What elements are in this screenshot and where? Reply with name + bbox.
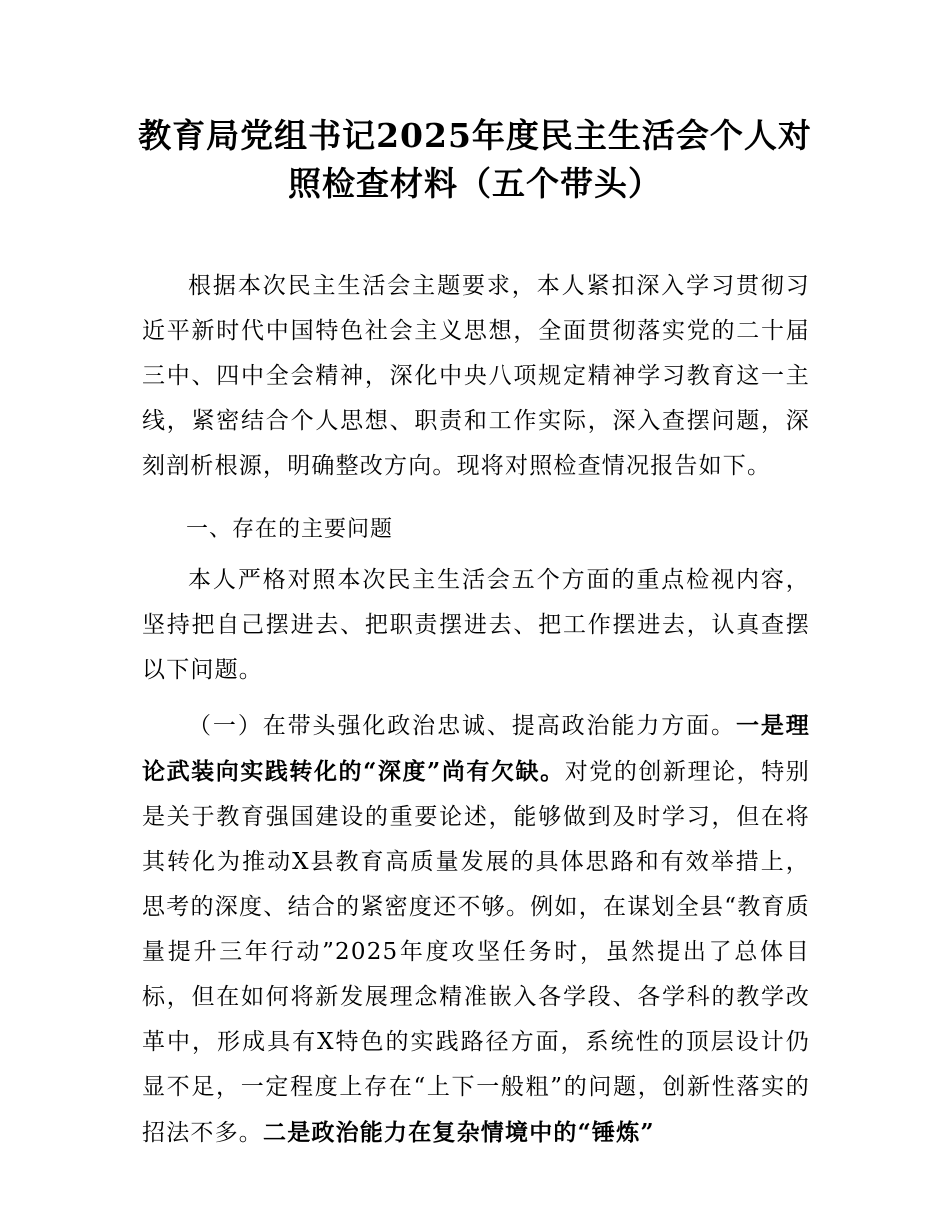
section-heading-1: 一、存在的主要问题 xyxy=(186,517,394,542)
document-body xyxy=(142,264,810,1156)
item-1-lead: （一）在带头强化政治忠诚、提高政治能力方面。 xyxy=(188,713,736,739)
title-line-2: 照检查材料（五个带头） xyxy=(288,164,662,203)
intro-paragraph: 根据本次民主生活会主题要求，本人紧扣深入学习贯彻习近平新时代中国特色社会主义思想，全面贯彻落实党的二十届三中、四中全会精神，深化中央八项规定精神学习教育这一主线，紧密结合个人思想、职责和工作实际，深入查摆问题，深刻剖析根源，明确整改方向。现将对照检查情况报告如下。 xyxy=(142,273,810,479)
section-1-intro-paragraph: 本人严格对照本次民主生活会五个方面的重点检视内容，坚持把自己摆进去、把职责摆进去、把工作摆进去，认真查摆以下问题。 xyxy=(142,567,810,683)
item-1-point-1-title: 一是理论武装向实践转化的“深度”尚有欠缺。 xyxy=(142,712,810,785)
document-title xyxy=(130,112,820,208)
title-line-1: 教育局党组书记2025年度民主生活会个人对 xyxy=(138,116,812,155)
item-1-paragraph xyxy=(142,703,810,1156)
item-1-point-1-text: 对党的创新理论，特别是关于教育强国建设的重要论述，能够做到及时学习，但在将其转化为推动X县教育高质量发展的具体思路和有效举措上，思考的深度、结合的紧密度还不够。例如，在谋划全县“教育质量提升三年行动”2025年度攻坚任务时，虽然提出了总体目标，但在如何将新发展理念精准嵌入各学段、各学科的教学改革中，形成具有X特色的实践路径方面，系统性的顶层设计仍显不足，一定程度上存在“上下一般粗”的问题，创新性落实的招法不多。 xyxy=(142,759,811,1146)
item-1-point-2-title: 二是政治能力在复杂情境中的“锤炼” xyxy=(263,1119,655,1146)
